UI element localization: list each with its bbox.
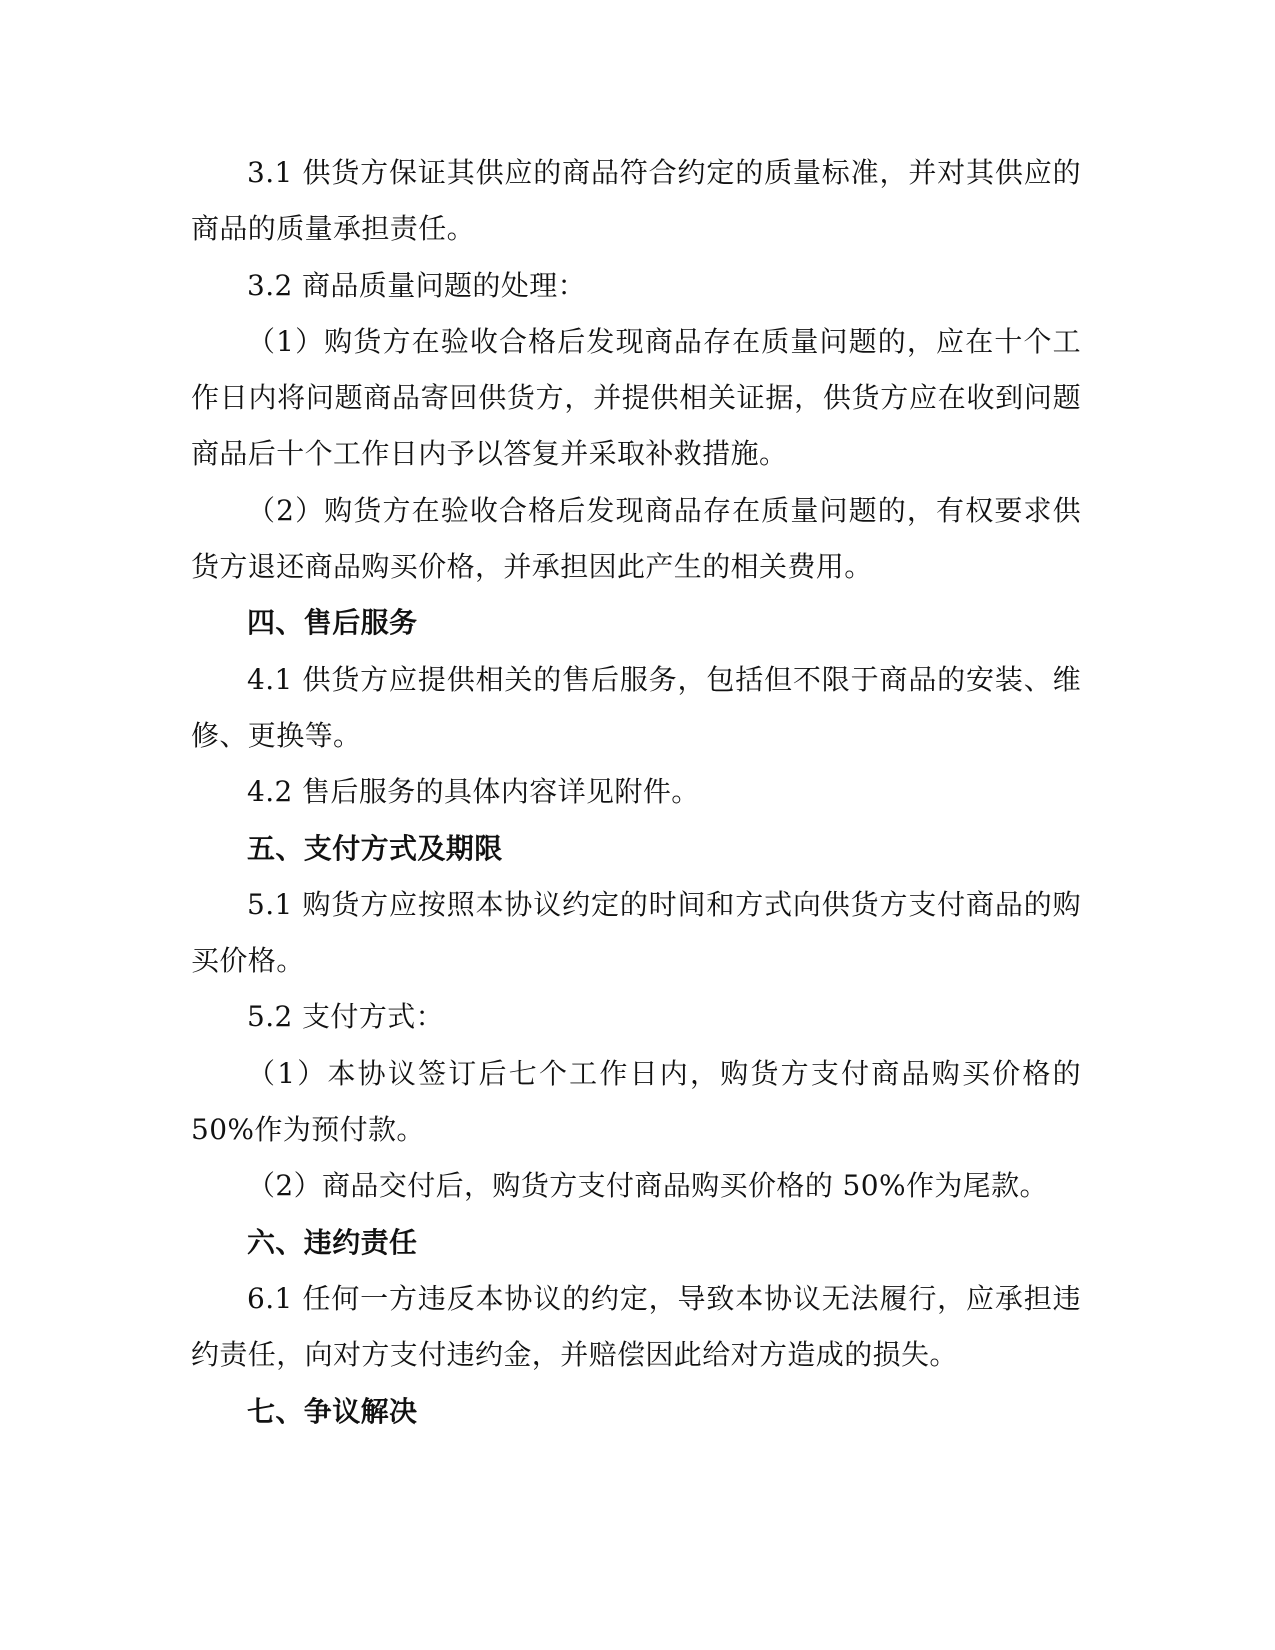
section-heading-payment: 五、支付方式及期限 [247, 831, 503, 865]
document-body [191, 145, 1081, 1440]
clause-3-2-item-2: （2）购货方在验收合格后发现商品存在质量问题的，有权要求供货方退还商品购买价格，并承担因此产生的相关费用。 [191, 493, 1081, 584]
clause-6-1: 6.1 任何一方违反本协议的约定，导致本协议无法履行，应承担违约责任，向对方支付违约金，并赔偿因此给对方造成的损失。 [191, 1281, 1081, 1372]
clause-3-1: 3.1 供货方保证其供应的商品符合约定的质量标准，并对其供应的商品的质量承担责任。 [191, 156, 1081, 246]
clause-3-2-item-1: （1）购货方在验收合格后发现商品存在质量问题的，应在十个工作日内将问题商品寄回供货方，并提供相关证据，供货方应在收到问题商品后十个工作日内予以答复并采取补救措施。 [191, 324, 1081, 471]
clause-5-2-item-2: （2）商品交付后，购货方支付商品购买价格的 50%作为尾款。 [247, 1169, 1048, 1203]
section-heading-dispute: 七、争议解决 [247, 1394, 418, 1428]
section-heading-liability: 六、违约责任 [247, 1225, 418, 1259]
clause-4-2: 4.2 售后服务的具体内容详见附件。 [247, 775, 700, 809]
clause-5-2-item-1: （1）本协议签订后七个工作日内，购货方支付商品购买价格的50%作为预付款。 [191, 1056, 1081, 1147]
clause-5-1: 5.1 购货方应按照本协议约定的时间和方式向供货方支付商品的购买价格。 [191, 887, 1081, 978]
section-heading-after-sales: 四、售后服务 [247, 606, 418, 640]
clause-4-1: 4.1 供货方应提供相关的售后服务，包括但不限于商品的安装、维修、更换等。 [191, 662, 1081, 752]
clause-3-2: 3.2 商品质量问题的处理： [247, 268, 587, 302]
clause-5-2: 5.2 支付方式： [247, 1000, 445, 1034]
